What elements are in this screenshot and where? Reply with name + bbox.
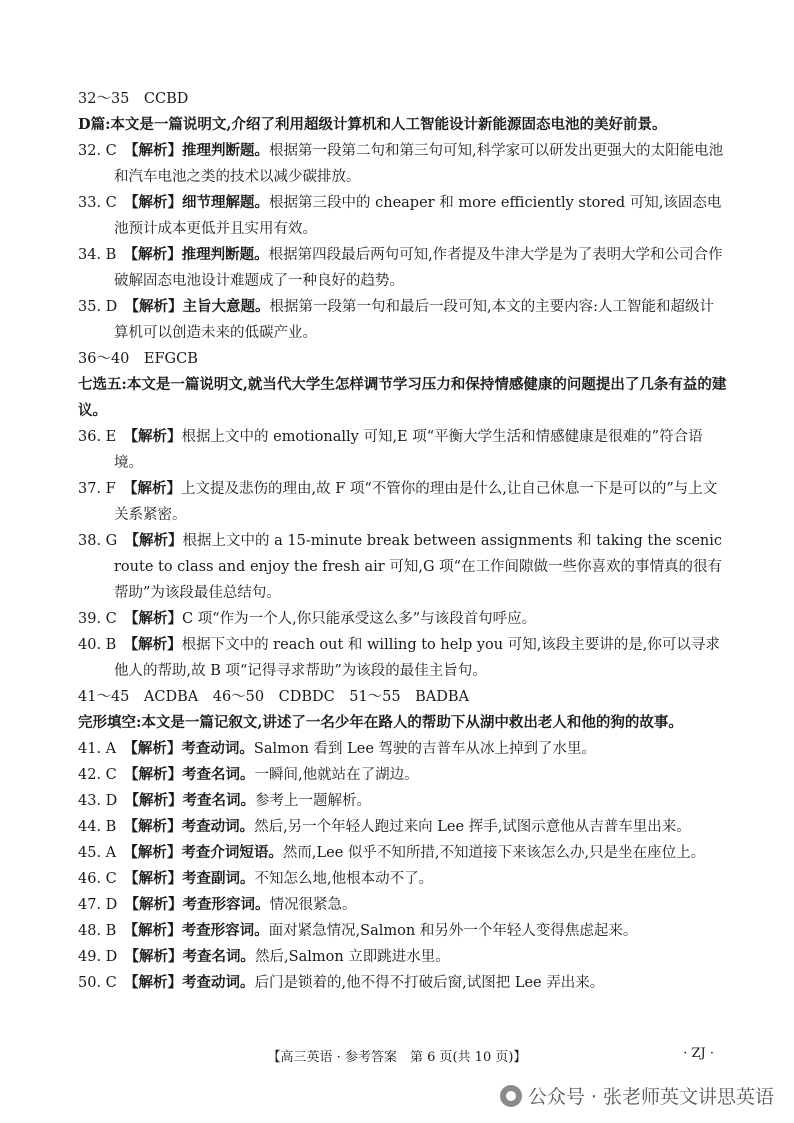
answer-item: 42. C 【解析】考查名词。一瞬间,他就站在了湖边。 bbox=[78, 766, 419, 783]
footer-code: · ZJ · bbox=[683, 1046, 714, 1061]
answer-item: 41. A 【解析】考查动词。Salmon 看到 Lee 驾驶的吉普车从冰上掉到了水里。 bbox=[78, 740, 597, 757]
seven-choose-five-summary: 七选五:本文是一篇说明文,就当代大学生怎样调节学习压力和保持情感健康的问题提出了几条有益的建议。 bbox=[78, 376, 727, 419]
watermark bbox=[500, 1082, 774, 1109]
answer-item: 37. F 【解析】上文提及悲伤的理由,故 F 项“不管你的理由是什么,让自己休息一下是可以的”与上文关系紧密。 bbox=[78, 480, 718, 523]
answer-item: 46. C 【解析】考查副词。不知怎么地,他根本动不了。 bbox=[78, 870, 434, 887]
answer-range-41-55: 41～45 ACDBA 46～50 CDBDC 51～55 BADBA bbox=[78, 689, 469, 705]
answer-item: 50. C 【解析】考查动词。后门是锁着的,他不得不打破后窗,试图把 Lee 弄出来。 bbox=[78, 974, 605, 991]
wechat-icon bbox=[500, 1085, 522, 1107]
cloze-summary: 完形填空:本文是一篇记叙文,讲述了一名少年在路人的帮助下从湖中救出老人和他的狗的故事。 bbox=[78, 714, 683, 731]
answer-item: 34. B 【解析】推理判断题。根据第四段最后两句可知,作者提及牛津大学是为了表明大学和公司合作破解固态电池设计难题成了一种良好的趋势。 bbox=[78, 246, 723, 289]
answer-item: 49. D 【解析】考查名词。然后,Salmon 立即跳进水里。 bbox=[78, 948, 450, 965]
answer-item: 48. B 【解析】考查形容词。面对紧急情况,Salmon 和另外一个年轻人变得焦虑起来。 bbox=[78, 922, 638, 939]
answer-item: 36. E 【解析】根据上文中的 emotionally 可知,E 项“平衡大学生活和情感健康是很难的”符合语境。 bbox=[78, 428, 703, 471]
answer-item: 35. D 【解析】主旨大意题。根据第一段第一句和最后一段可知,本文的主要内容:人工智能和超级计算机可以创造未来的低碳产业。 bbox=[78, 298, 715, 341]
answer-item: 47. D 【解析】考查形容词。情况很紧急。 bbox=[78, 896, 357, 913]
answer-item: 44. B 【解析】考查动词。然后,另一个年轻人跑过来向 Lee 挥手,试图示意他从吉普车里出来。 bbox=[78, 818, 691, 835]
watermark-text: 公众号 · 张老师英文讲思英语 bbox=[527, 1086, 774, 1108]
answer-item: 32. C 【解析】推理判断题。根据第一段第二句和第三句可知,科学家可以研发出更强大的太阳能电池和汽车电池之类的技术以减少碳排放。 bbox=[78, 142, 724, 185]
answer-range-32-35: 32～35 CCBD bbox=[78, 91, 189, 107]
answer-item: 39. C 【解析】C 项“作为一个人,你只能承受这么多”与该段首句呼应。 bbox=[78, 610, 537, 627]
answer-item: 33. C 【解析】细节理解题。根据第三段中的 cheaper 和 more efficiently stored 可知,该固态电池预计成本更低并且实用有效。 bbox=[78, 194, 722, 237]
answer-item: 40. B 【解析】根据下文中的 reach out 和 willing to help you 可知,该段主要讲的是,你可以寻求他人的帮助,故 B 项“记得寻求帮助”为该段的最佳主旨句。 bbox=[78, 636, 720, 679]
answer-item: 43. D 【解析】考查名词。参考上一题解析。 bbox=[78, 792, 372, 809]
answer-item: 45. A 【解析】考查介词短语。然而,Lee 似乎不知所措,不知道接下来该怎么办,只是坐在座位上。 bbox=[78, 844, 706, 861]
passage-d-summary: D篇:本文是一篇说明文,介绍了利用超级计算机和人工智能设计新能源固态电池的美好前景。 bbox=[78, 116, 667, 133]
footer-page-info: 【高三英语 · 参考答案 第 6 页(共 10 页)】 bbox=[267, 1050, 527, 1065]
answer-key-page bbox=[78, 86, 728, 996]
answer-item: 38. G 【解析】根据上文中的 a 15-minute break between assignments 和 taking the scenic route to class and enjoy the fresh air 可知,G 项“在工作间隙做一些你喜欢的事情真的很有帮助”为该段最佳总结句。 bbox=[78, 532, 723, 601]
page-footer bbox=[0, 1046, 794, 1065]
answer-range-36-40: 36～40 EFGCB bbox=[78, 351, 198, 367]
